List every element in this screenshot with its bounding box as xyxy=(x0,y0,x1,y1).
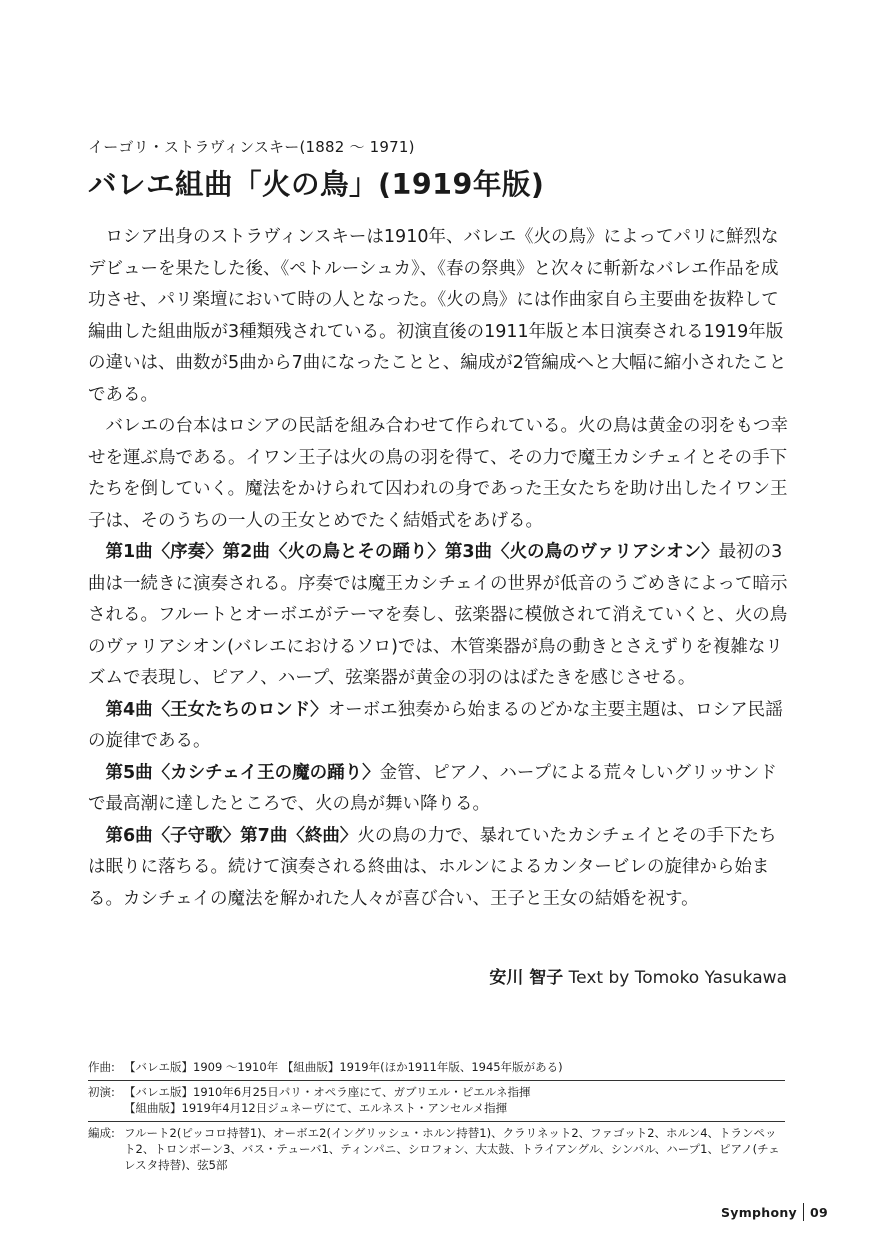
movement-heading: 第1曲〈序奏〉第2曲〈火の鳥とその踊り〉第3曲〈火の鳥のヴァリアシオン〉 xyxy=(105,542,719,562)
page-title: バレエ組曲「火の鳥」(1919年版) xyxy=(88,168,545,201)
info-value: 【バレエ版】1910年6月25日パリ・オペラ座にて、ガブリエル・ピエルネ指揮 【組曲版】1919年4月12日ジュネーヴにて、エルネスト・アンセルメ指揮 xyxy=(124,1085,531,1115)
paragraph-movement-5: 第5曲〈カシチェイ王の魔の踊り〉金管、ピアノ、ハープによる荒々しいグリッサンドで最高潮に達したところで、火の鳥が舞い降りる。 xyxy=(88,762,777,814)
info-label: 初演: xyxy=(88,1085,115,1099)
info-row-instrumentation xyxy=(88,1121,785,1178)
work-info-box xyxy=(88,1057,785,1178)
magazine-name: Symphony xyxy=(720,1204,797,1220)
article-body xyxy=(88,222,788,915)
info-label: 編成: xyxy=(88,1126,115,1140)
paragraph-intro: ロシア出身のストラヴィンスキーは1910年、バレエ《火の鳥》によってパリに鮮烈なデビューを果たした後、《ペトルーシュカ》、《春の祭典》と次々に斬新なバレエ作品を成功させ、パリ楽壇において時の人となった。《火の鳥》には作曲家自ら主要曲を抜粋して編曲した組曲版が3種類残されている。初演直後の1911年版と本日演奏される1919年版の違いは、曲数が5曲から7曲になったことと、編成が2管編成へと大幅に縮小されたことである。 xyxy=(88,227,787,405)
page-footer xyxy=(721,1203,828,1221)
page-number: 09 xyxy=(810,1204,828,1220)
author-name-jp: 安川 智子 xyxy=(489,968,564,988)
info-row-premiere xyxy=(88,1080,785,1121)
paragraph-story: バレエの台本はロシアの民話を組み合わせて作られている。火の鳥は黄金の羽をもつ幸せを運ぶ鳥である。イワン王子は火の鳥の羽を得て、その力で魔王カシチェイとその手下たちを倒していく。魔法をかけられて囚われの身であった王女たちを助け出したイワン王子は、そのうちの一人の王女とめでたく結婚式をあげる。 xyxy=(88,416,788,531)
footer-divider xyxy=(803,1203,804,1221)
info-value: フルート2(ピッコロ持替1)、オーボエ2(イングリッシュ・ホルン持替1)、クラリネット2、ファゴット2、ホルン4、トランペット2、トロンボーン3、バス・テューバ1、ティンパニ、シロフォン、大太鼓、トライアングル、シンバル、ハープ1、ピアノ(チェレスタ持替)、弦5部 xyxy=(124,1126,780,1172)
info-label: 作曲: xyxy=(88,1060,115,1074)
author-credit xyxy=(489,963,787,988)
composer-line: イーゴリ・ストラヴィンスキー(1882 ～ 1971) xyxy=(88,138,415,156)
paragraph-movements-1-3: 第1曲〈序奏〉第2曲〈火の鳥とその踊り〉第3曲〈火の鳥のヴァリアシオン〉最初の3曲は一続きに演奏される。序奏では魔王カシチェイの世界が低音のうごめきによって暗示される。フルートとオーボエがテーマを奏し、弦楽器に模倣されて消えていくと、火の鳥のヴァリアシオン(バレエにおけるソロ)では、木管楽器が鳥の動きとさえずりを複雑なリズムで表現し、ピアノ、ハープ、弦楽器が黄金の羽のはばたきを感じさせる。 xyxy=(88,542,788,688)
paragraph-movement-4: 第4曲〈王女たちのロンド〉オーボエ独奏から始まるのどかな主要主題は、ロシア民謡の旋律である。 xyxy=(88,699,783,751)
info-value: 【バレエ版】1909 ～1910年 【組曲版】1919年(ほか1911年版、1945年版がある) xyxy=(124,1060,563,1074)
movement-heading: 第6曲〈子守歌〉第7曲〈終曲〉 xyxy=(105,825,358,846)
info-row-composed xyxy=(88,1057,785,1080)
movement-heading: 第4曲〈王女たちのロンド〉 xyxy=(105,699,328,720)
movement-heading: 第5曲〈カシチェイ王の魔の踊り〉 xyxy=(105,762,380,783)
paragraph-movements-6-7: 第6曲〈子守歌〉第7曲〈終曲〉火の鳥の力で、暴れていたカシチェイとその手下たちは眠りに落ちる。続けて演奏される終曲は、ホルンによるカンタービレの旋律から始まる。カシチェイの魔法を解かれた人々が喜び合い、王子と王女の結婚を祝す。 xyxy=(88,825,777,909)
author-name-en: Text by Tomoko Yasukawa xyxy=(568,968,787,988)
